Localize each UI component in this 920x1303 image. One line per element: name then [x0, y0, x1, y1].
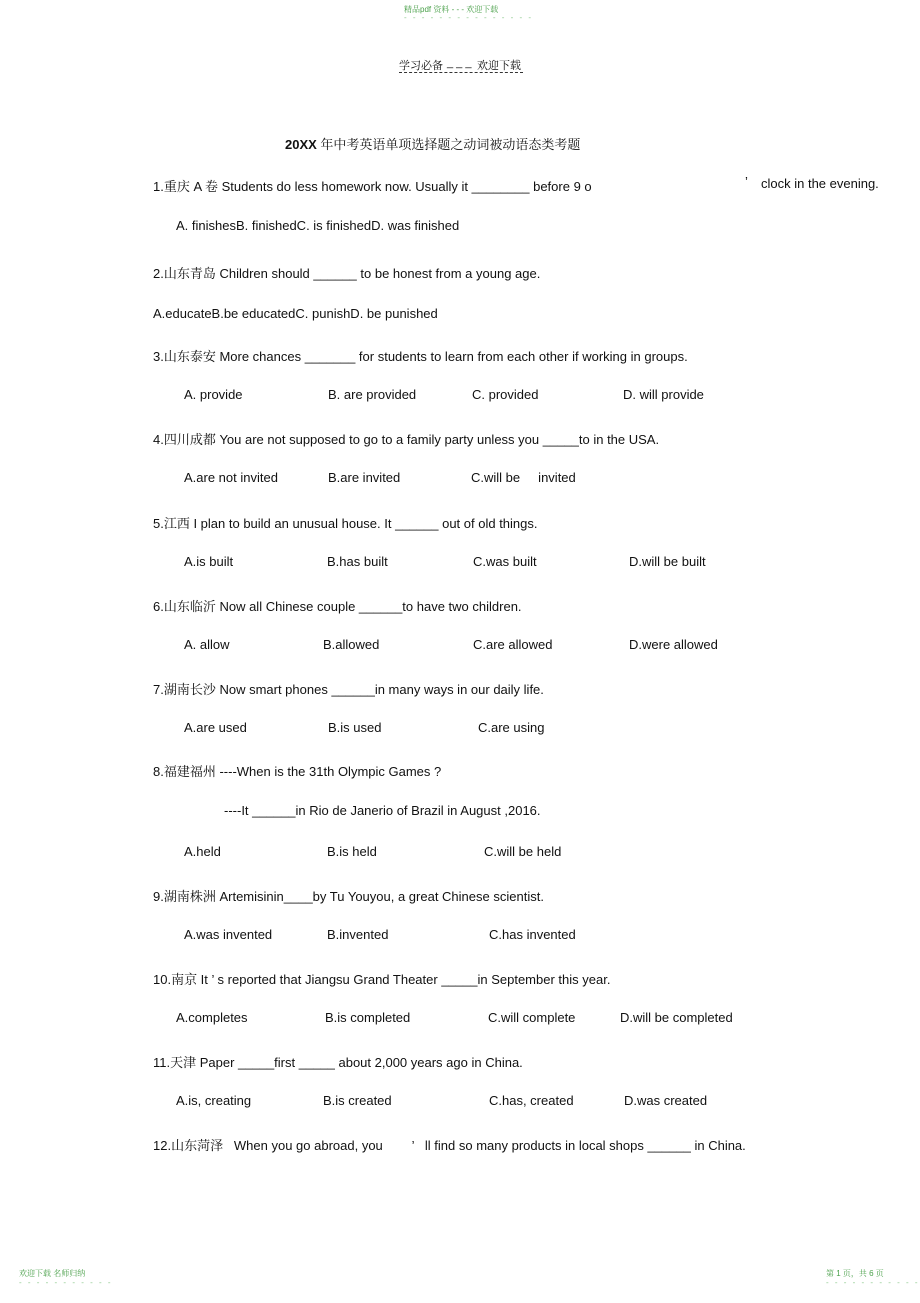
question-8-option-a: A.held [184, 844, 221, 859]
question-5-stem: 5.江西 I plan to build an unusual house. It ______ out of old things. [153, 516, 538, 531]
question-10-option-d: D.will be completed [620, 1010, 733, 1025]
question-6-option-b: B.allowed [323, 637, 380, 652]
question-11-option-d: D.was created [624, 1093, 708, 1108]
question-9-stem: 9.湖南株洲 Artemisinin____by Tu Youyou, a great Chinese scientist. [153, 889, 544, 904]
document-title [285, 134, 580, 153]
bottom-left-dots: - - - - - - - - - - - [19, 1278, 113, 1287]
question-1-options: A. finishesB. finishedC. is finishedD. was finished [176, 218, 460, 233]
question-6-option-d: D.were allowed [629, 637, 718, 652]
question-2-stem: 2.山东青岛 Children should ______ to be honest from a young age. [153, 266, 541, 281]
question-8-answer-line: ----It ______in Rio de Janerio of Brazil in August ,2016. [224, 803, 541, 818]
question-8-option-c: C.will be held [484, 844, 562, 859]
top-watermark-dots: - - - - - - - - - - - - - - - [404, 13, 534, 22]
question-7-option-a: A.are used [184, 720, 247, 735]
question-2-options: A.educateB.be educatedC. punishD. be punished [153, 306, 438, 321]
top-watermark: 精品pdf 资料 - - - 欢迎下载 [404, 5, 499, 14]
question-11-stem: 11.天津 Paper _____first _____ about 2,000 years ago in China. [153, 1055, 523, 1070]
question-10-stem: 10.南京 It ’ s reported that Jiangsu Grand Theater _____in September this year. [153, 972, 611, 987]
page-number: 第 1 页，共 6 页 [826, 1269, 884, 1278]
question-6-option-a: A. allow [184, 637, 230, 652]
question-5-option-b: B.has built [327, 554, 388, 569]
question-11-option-b: B.is created [323, 1093, 392, 1108]
header-underline [399, 72, 523, 73]
question-11-option-a: A.is, creating [176, 1093, 252, 1108]
question-11-option-c: C.has, created [489, 1093, 574, 1108]
question-10-option-a: A.completes [176, 1010, 248, 1025]
header-right: 欢迎下载 [477, 60, 521, 72]
question-3-option-a: A. provide [184, 387, 243, 402]
header-left: 学习必备 [399, 60, 443, 72]
question-10-option-c: C.will complete [488, 1010, 576, 1025]
question-1-stem: 1.重庆 A 卷 Students do less homework now. Usually it ________ before 9 o [153, 179, 592, 194]
header-separator: _ _ _ [447, 57, 472, 69]
question-3-stem: 3.山东泰安 More chances _______ for students to learn from each other if working in groups. [153, 349, 688, 364]
question-9-option-c: C.has invented [489, 927, 576, 942]
question-8-option-b: B.is held [327, 844, 377, 859]
question-12-stem: 12.山东菏泽 When you go abroad, you ’ ll find so many products in local shops ______ in China. [153, 1138, 746, 1153]
title-text: 年中考英语单项选择题之动词被动语态类考题 [316, 137, 581, 152]
question-7-stem: 7.湖南长沙 Now smart phones ______in many ways in our daily life. [153, 682, 544, 697]
question-4-stem: 4.四川成都 You are not supposed to go to a family party unless you _____to in the USA. [153, 432, 660, 447]
question-6-option-c: C.are allowed [473, 637, 553, 652]
question-4-option-b: B.are invited [328, 470, 401, 485]
question-4-option-a: A.are not invited [184, 470, 278, 485]
question-5-option-a: A.is built [184, 554, 234, 569]
question-9-option-b: B.invented [327, 927, 389, 942]
question-3-option-b: B. are provided [328, 387, 417, 402]
question-10-option-b: B.is completed [325, 1010, 411, 1025]
bottom-right-dots: - - - - - - - - - - - [826, 1278, 920, 1287]
question-6-stem: 6.山东临沂 Now all Chinese couple ______to have two children. [153, 599, 522, 614]
question-5-option-d: D.will be built [629, 554, 706, 569]
title-year: 20XX [285, 137, 317, 152]
question-5-option-c: C.was built [473, 554, 537, 569]
question-4-option-c: C.will be invited [471, 470, 576, 485]
question-3-option-d: D. will provide [623, 387, 704, 402]
question-8-stem: 8.福建福州 ----When is the 31th Olympic Games ? [153, 764, 442, 779]
question-1-apostrophe: ’ [745, 174, 748, 189]
bottom-left-watermark: 欢迎下载 名师归纳 [19, 1269, 86, 1278]
question-7-option-b: B.is used [328, 720, 382, 735]
question-3-option-c: C. provided [472, 387, 539, 402]
question-7-option-c: C.are using [478, 720, 545, 735]
question-9-option-a: A.was invented [184, 927, 273, 942]
question-1-stem-tail: clock in the evening. [761, 176, 879, 191]
